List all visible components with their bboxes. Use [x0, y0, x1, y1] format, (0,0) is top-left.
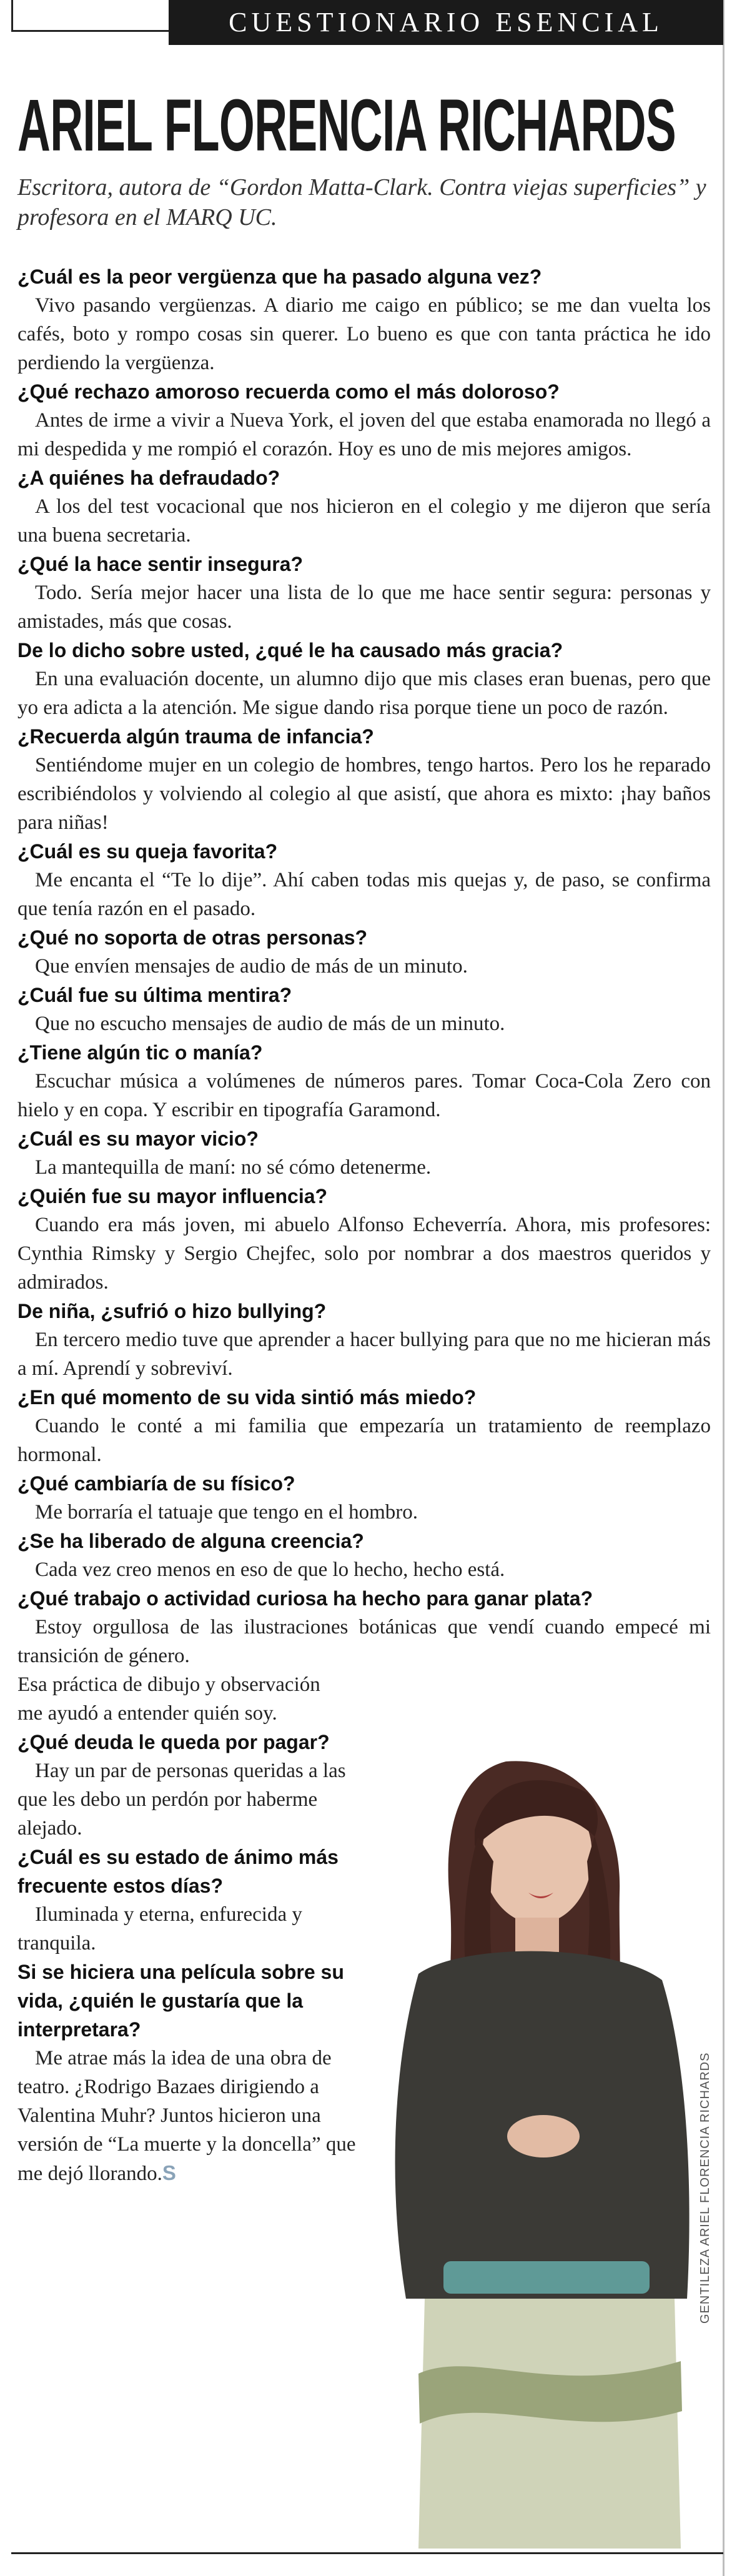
answer: Escuchar música a volúmenes de números pares. Tomar Coca-Cola Zero con hielo y en copa. Y escribir en tipografía Garamond.: [17, 1070, 711, 1121]
question: ¿Qué cambiaría de su físico?: [17, 1472, 295, 1495]
answer: Que no escucho mensajes de audio de más de un minuto.: [35, 1013, 505, 1035]
questionnaire-photo-column: [17, 1670, 367, 2188]
answer: Me borraría el tatuaje que tengo en el hombro.: [35, 1501, 418, 1523]
answer: Vivo pasando vergüenzas. A diario me caigo en público; se me dan vuelta los cafés, boto y rompo cosas sin querer. Lo bueno es que con tanta práctica he ido perdiendo la vergüenza.: [17, 294, 711, 374]
answer: Cuando era más joven, mi abuelo Alfonso Echeverría. Ahora, mis profesores: Cynthia Rimsky y Sergio Chejfec, solo por nombrar a dos maestros queridos y admirados.: [17, 1214, 711, 1294]
answer-continuation: Esa práctica de dibujo y observación me ayudó a entender quién soy.: [17, 1673, 320, 1725]
question: ¿Recuerda algún trauma de infancia?: [17, 725, 374, 748]
question: Si se hiciera una película sobre su vida, ¿quién le gustaría que la interpretara?: [17, 1961, 344, 2041]
answer: En una evaluación docente, un alumno dijo que mis clases eran buenas, pero que yo era adicta a la atención. Me sigue dando risa porque tiene un poco de razón.: [17, 668, 711, 719]
photo-credit: GENTILEZA ARIEL FLORENCIA RICHARDS: [698, 2052, 712, 2324]
question: ¿A quiénes ha defraudado?: [17, 467, 280, 489]
skirt: [418, 2299, 681, 2549]
answer: La mantequilla de maní: no sé cómo detenerme.: [35, 1156, 432, 1179]
question: ¿Qué no soporta de otras personas?: [17, 926, 368, 949]
question: ¿Qué deuda le queda por pagar?: [17, 1731, 330, 1753]
footer-rule: [11, 2552, 723, 2554]
answer: Todo. Sería mejor hacer una lista de lo que me hace sentir segura: personas y amistades, más que cosas.: [17, 582, 711, 633]
question: ¿Cuál es la peor vergüenza que ha pasado alguna vez?: [17, 265, 542, 288]
question: ¿Cuál fue su última mentira?: [17, 984, 292, 1006]
top-left-rule: [11, 0, 13, 31]
answer: Cuando le conté a mi familia que empezaría un tratamiento de reemplazo hormonal.: [17, 1415, 711, 1466]
questionnaire-main: [17, 262, 711, 1670]
question: ¿Tiene algún tic o manía?: [17, 1041, 263, 1064]
answer: Cada vez creo menos en eso de que lo hecho, hecho está.: [35, 1558, 505, 1581]
interviewee-name: ARIEL FLORENCIA RICHARDS: [17, 89, 676, 164]
neck: [515, 1918, 559, 1955]
belt: [443, 2261, 650, 2294]
answer: Me atrae más la idea de una obra de teatro. ¿Rodrigo Bazaes dirigiendo a Valentina Muhr? Juntos hicieron una versión de “La muerte y la doncella” que me dejó llorando.S: [17, 2047, 356, 2185]
question: ¿En qué momento de su vida sintió más miedo?: [17, 1386, 477, 1409]
answer: Que envíen mensajes de audio de más de un minuto.: [35, 955, 468, 978]
question: ¿Cuál es su estado de ánimo más frecuente estos días?: [17, 1846, 339, 1897]
answer: Sentiéndome mujer en un colegio de hombres, tengo hartos. Pero los he reparado escribiéndolos y volviendo al colegio al que asistí, que ahora es mixto: ¡hay baños para niñas!: [17, 754, 711, 834]
question: De lo dicho sobre usted, ¿qué le ha causado más gracia?: [17, 639, 563, 661]
question: ¿Qué la hace sentir insegura?: [17, 553, 304, 575]
question: ¿Qué trabajo o actividad curiosa ha hecho para ganar plata?: [17, 1587, 593, 1610]
answer: Iluminada y eterna, enfurecida y tranquila.: [17, 1903, 302, 1954]
section-title: CUESTIONARIO ESENCIAL: [169, 0, 723, 45]
answer: Antes de irme a vivir a Nueva York, el joven del que estaba enamorada no llegó a mi despedida y me rompió el corazón. Hoy es uno de mis mejores amigos.: [17, 409, 711, 460]
question: ¿Cuál es su queja favorita?: [17, 840, 278, 863]
hands: [507, 2115, 580, 2157]
answer: Hay un par de personas queridas a las que les debo un perdón por haberme alejado.: [17, 1760, 346, 1840]
question: ¿Cuál es su mayor vicio?: [17, 1127, 259, 1150]
right-column-rule: [723, 0, 725, 2576]
question: ¿Quién fue su mayor influencia?: [17, 1185, 328, 1207]
question: ¿Qué rechazo amoroso recuerda como el más doloroso?: [17, 380, 560, 403]
answer: Me encanta el “Te lo dije”. Ahí caben todas mis quejas y, de paso, se confirma que tenía razón en el pasado.: [17, 869, 711, 920]
answer: Estoy orgullosa de las ilustraciones botánicas que vendí cuando empecé mi transición de género.: [17, 1616, 711, 1667]
end-mark: S: [162, 2161, 176, 2184]
answer: En tercero medio tuve que aprender a hacer bullying para que no me hicieran más a mí. Aprendí y sobreviví.: [17, 1329, 711, 1380]
name-heading-wrap: [17, 89, 717, 164]
question: De niña, ¿sufrió o hizo bullying?: [17, 1300, 327, 1322]
subtitle: Escritora, autora de “Gordon Matta-Clark. Contra viejas superficies” y profesora en el MARQ UC.: [17, 174, 706, 230]
question: ¿Se ha liberado de alguna creencia?: [17, 1530, 364, 1552]
portrait-photo: [350, 1736, 700, 2549]
answer: A los del test vocacional que nos hicieron en el colegio y me dijeron que sería una buena secretaria.: [17, 495, 711, 547]
